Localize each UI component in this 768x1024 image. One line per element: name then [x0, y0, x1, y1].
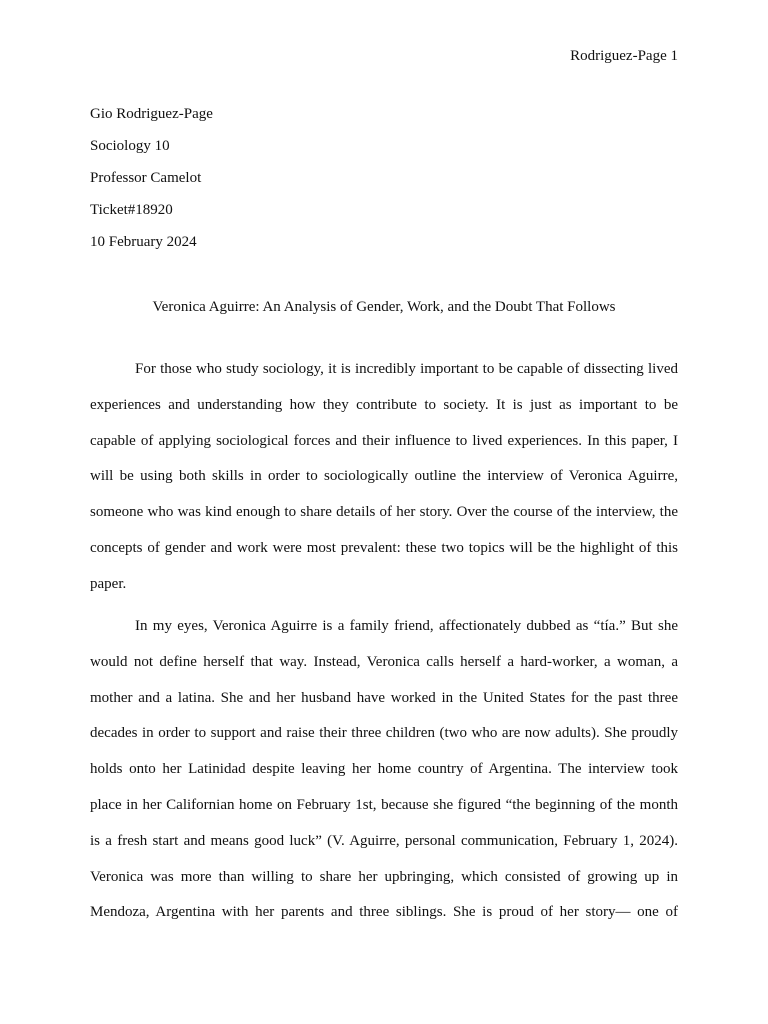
paragraph-line: holds onto her Latinidad despite leaving her home country of Argentina. The interview took: [90, 761, 678, 778]
paper-title: Veronica Aguirre: An Analysis of Gender, Work, and the Doubt That Follows: [152, 299, 616, 315]
paragraph-1: [90, 352, 678, 603]
ticket-number: Ticket#18920: [90, 202, 173, 218]
course-name: Sociology 10: [90, 138, 170, 154]
paragraph-line: decades in order to support and raise their three children (two who are now adults). She proudly: [90, 725, 678, 742]
paragraph-line: In my eyes, Veronica Aguirre is a family friend, affectionately dubbed as “tía.” But she: [135, 618, 678, 634]
paragraph-2: [90, 609, 678, 931]
professor-name: Professor Camelot: [90, 170, 202, 186]
paragraph-line: someone who was kind enough to share details of her story. Over the course of the interview, the: [90, 504, 678, 521]
paragraph-line: capable of applying sociological forces and their influence to lived experiences. In this paper, I: [90, 432, 678, 449]
paragraph-line: Veronica was more than willing to share her upbringing, which consisted of growing up in: [90, 868, 678, 885]
paragraph-line: will be using both skills in order to sociologically outline the interview of Veronica Aguirre,: [90, 468, 678, 485]
paragraph-line: For those who study sociology, it is incredibly important to be capable of dissecting lived: [135, 361, 678, 377]
paragraph-line: paper.: [90, 575, 127, 592]
paragraph-line: would not define herself that way. Instead, Veronica calls herself a hard-worker, a woman, a: [90, 653, 678, 670]
paragraph-line: concepts of gender and work were most prevalent: these two topics will be the highlight of this: [90, 539, 678, 556]
heading-block: [90, 105, 213, 265]
paragraph-line: experiences and understanding how they contribute to society. It is just as important to be: [90, 396, 678, 413]
paper-date: 10 February 2024: [90, 234, 197, 250]
running-head: Rodriguez-Page 1: [570, 48, 678, 64]
paragraph-line: Mendoza, Argentina with her parents and three siblings. She is proud of her story— one of: [90, 904, 678, 921]
paragraph-line: place in her Californian home on February 1st, because she figured “the beginning of the month: [90, 796, 678, 813]
student-name: Gio Rodriguez-Page: [90, 106, 213, 122]
paragraph-line: mother and a latina. She and her husband have worked in the United States for the past three: [90, 689, 678, 706]
paragraph-line: is a fresh start and means good luck” (V. Aguirre, personal communication, February 1, 2024).: [90, 832, 678, 849]
